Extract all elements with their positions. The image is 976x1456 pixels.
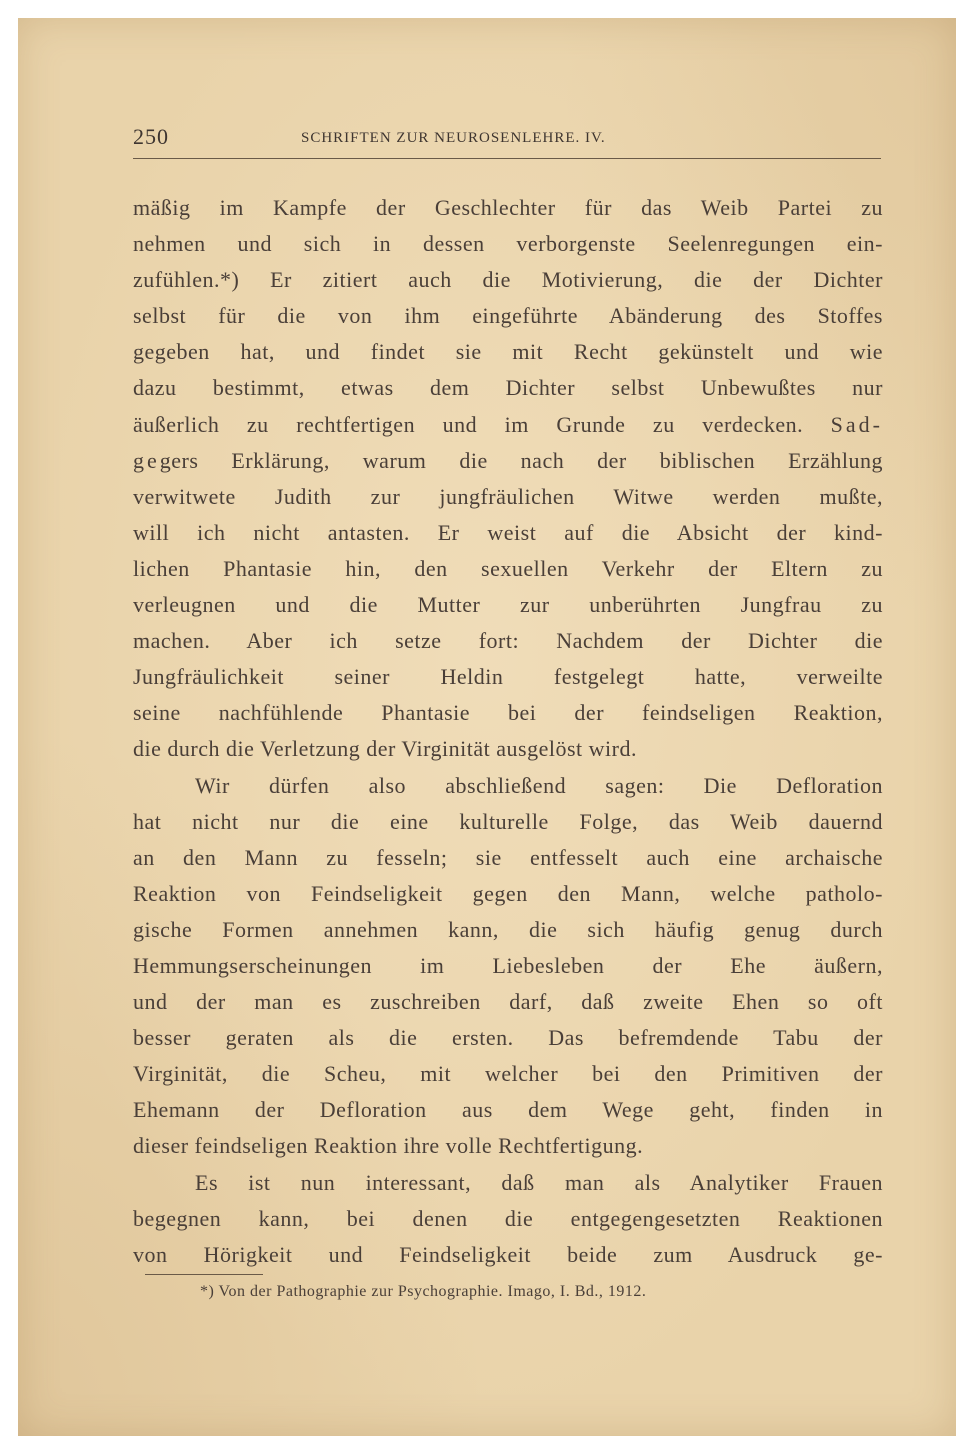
running-title: SCHRIFTEN ZUR NEUROSENLEHRE. IV. — [301, 130, 606, 146]
text-line-segment: äußerlich zu rechtfertigen und im Grunde zu verdecken. — [133, 411, 804, 437]
footnote: *) Von der Pathographie zur Psychographie. Imago, I. Bd., 1912. — [200, 1283, 647, 1300]
text-line: gische Formen annehmen kann, die sich häufig genug durch — [133, 916, 883, 942]
body-text — [133, 190, 883, 1273]
text-line-segment: gers Erklärung, warum die nach der biblischen Erzählung — [159, 447, 883, 473]
text-line: hat nicht nur die eine kulturelle Folge, das Weib dauernd — [133, 808, 883, 834]
text-line-with-name — [133, 443, 883, 479]
text-line: selbst für die von ihm eingeführte Abänderung des Stoffes — [133, 303, 883, 329]
text-line: von Hörigkeit und Feindseligkeit beide zum Ausdruck ge- — [133, 1241, 883, 1267]
text-line: mäßig im Kampfe der Geschlechter für das Weib Partei zu — [133, 195, 883, 220]
text-line: zufühlen.*) Er zitiert auch die Motivierung, die der Dichter — [133, 267, 883, 293]
text-line: an den Mann zu fesseln; sie entfesselt auch eine archaische — [133, 844, 883, 870]
text-line: begegnen kann, bei denen die entgegengesetzten Reaktionen — [133, 1205, 883, 1231]
text-line: Jungfräulichkeit seiner Heldin festgelegt hatte, verweilte — [133, 664, 883, 690]
text-line: nehmen und sich in dessen verborgenste Seelenregungen ein- — [133, 231, 883, 257]
text-line: dazu bestimmt, etwas dem Dichter selbst Unbewußtes nur — [133, 375, 883, 401]
text-line: Hemmungserscheinungen im Liebesleben der Ehe äußern, — [133, 952, 883, 978]
footnote-rule — [145, 1274, 263, 1275]
text-line: gegeben hat, und findet sie mit Recht gekünstelt und wie — [133, 339, 883, 365]
text-line: Es ist nun interessant, daß man als Analytiker Frauen — [195, 1169, 883, 1195]
text-line: verwitwete Judith zur jungfräulichen Witwe werden mußte, — [133, 483, 883, 509]
text-line: besser geraten als die ersten. Das befremdende Tabu der — [133, 1025, 883, 1051]
text-line: und der man es zuschreiben darf, daß zweite Ehen so oft — [133, 989, 883, 1015]
text-line: will ich nicht antasten. Er weist auf die Absicht der kind- — [133, 519, 883, 545]
text-line-with-name — [133, 407, 883, 443]
author-name-spaced: Sad- — [830, 411, 883, 437]
text-line: machen. Aber ich setze fort: Nachdem der Dichter die — [133, 628, 883, 654]
page-header — [133, 124, 881, 159]
text-line: die durch die Verletzung der Virginität ausgelöst wird. — [133, 736, 637, 762]
text-line: seine nachfühlende Phantasie bei der feindseligen Reaktion, — [133, 700, 883, 726]
text-line: Reaktion von Feindseligkeit gegen den Mann, welche patholo- — [133, 880, 883, 906]
text-line: verleugnen und die Mutter zur unberührten Jungfrau zu — [133, 592, 883, 618]
page-number: 250 — [133, 124, 169, 149]
text-line: lichen Phantasie hin, den sexuellen Verkehr der Eltern zu — [133, 555, 883, 581]
text-line: dieser feindseligen Reaktion ihre volle Rechtfertigung. — [133, 1133, 644, 1159]
text-line: Virginität, die Scheu, mit welcher bei den Primitiven der — [133, 1061, 883, 1087]
text-line: Ehemann der Defloration aus dem Wege geht, finden in — [133, 1097, 883, 1123]
author-name-spaced: ge — [133, 447, 160, 473]
text-line: Wir dürfen also abschließend sagen: Die Defloration — [195, 772, 883, 798]
